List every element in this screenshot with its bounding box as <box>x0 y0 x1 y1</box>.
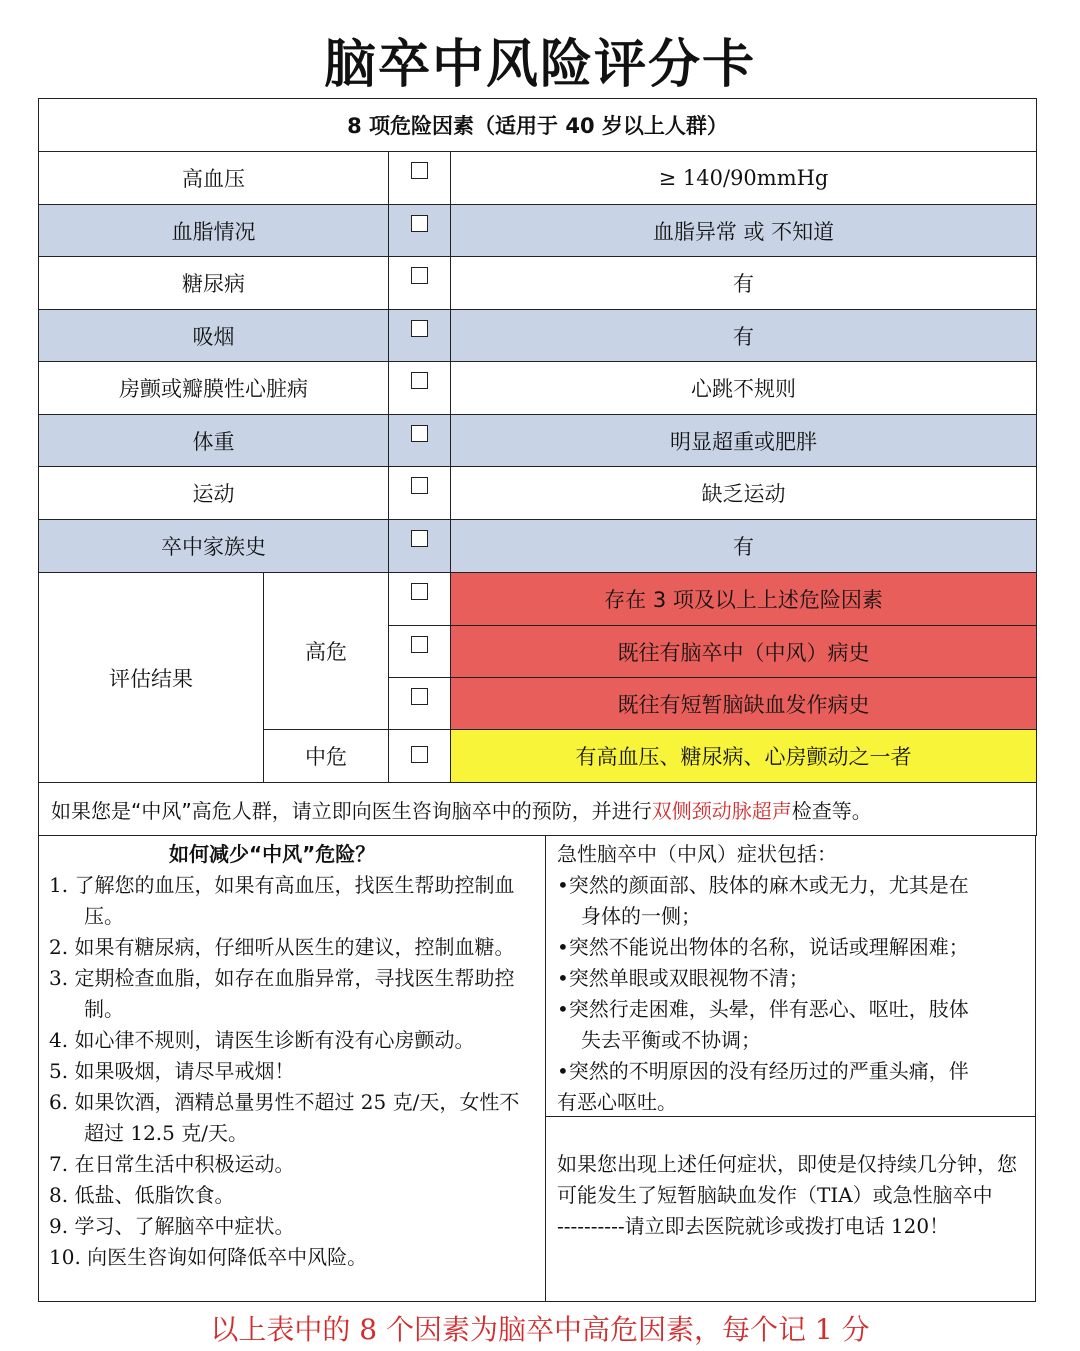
symptom-item: •突然不能说出物体的名称，说话或理解困难； <box>557 935 969 959</box>
result-checkbox[interactable] <box>389 626 451 678</box>
factor-criterion: 有 <box>451 257 1037 310</box>
list-item: 6. 如果饮酒，酒精总量男性不超过 25 克/天，女性不超过 12.5 克/天。 <box>49 1090 520 1145</box>
factor-name: 吸烟 <box>39 310 389 362</box>
mid-risk-criterion: 有高血压、糖尿病、心房颤动之一者 <box>451 730 1037 783</box>
risk-score-table <box>38 98 1037 836</box>
symptom-item-continued: 失去平衡或不协调； <box>581 1028 761 1052</box>
checkbox-icon[interactable] <box>411 583 428 600</box>
table-row <box>39 257 1037 310</box>
note-suffix: 检查等。 <box>791 798 872 823</box>
emergency-advice <box>557 1149 1029 1242</box>
note-text: 如果您是“中风”高危人群，请立即向医生咨询脑卒中的预防，并进行 <box>51 798 652 823</box>
info-panel <box>38 835 1036 1302</box>
prevention-heading: 如何减少“中风”危险？ <box>169 842 376 866</box>
factor-criterion: 血脂异常 或 不知道 <box>451 205 1037 257</box>
high-risk-criterion: 既往有脑卒中（中风）病史 <box>451 626 1037 678</box>
table-row <box>39 205 1037 257</box>
factor-checkbox[interactable] <box>389 520 451 573</box>
symptom-item: •突然的颜面部、肢体的麻木或无力，尤其是在 <box>557 873 969 897</box>
result-checkbox[interactable] <box>389 678 451 730</box>
factor-checkbox[interactable] <box>389 467 451 520</box>
list-item: 9. 学习、了解脑卒中症状。 <box>49 1214 295 1238</box>
factor-checkbox[interactable] <box>389 415 451 467</box>
result-checkbox[interactable] <box>389 730 451 783</box>
checkbox-icon[interactable] <box>411 530 428 547</box>
list-item: 4. 如心律不规则，请医生诊断有没有心房颤动。 <box>49 1028 475 1052</box>
table-row <box>39 573 1037 626</box>
list-item: 3. 定期检查血脂，如存在血脂异常，寻找医生帮助控制。 <box>49 966 515 1021</box>
recommendation-note <box>39 783 1037 836</box>
checkbox-icon[interactable] <box>411 746 428 763</box>
list-item: 10. 向医生咨询如何降低卒中风险。 <box>49 1245 368 1269</box>
factor-criterion: 缺乏运动 <box>451 467 1037 520</box>
page-title: 脑卒中风险评分卡 <box>323 35 756 95</box>
advice-text: 如果您出现上述任何症状，即使是仅持续几分钟，您可能发生了短暂脑缺血发作（TIA）或急性脑卒中 <box>557 1152 1017 1207</box>
symptoms-heading: 急性脑卒中（中风）症状包括： <box>557 842 837 866</box>
table-row <box>39 467 1037 520</box>
checkbox-icon[interactable] <box>411 425 428 442</box>
footer-note: 以上表中的 8 个因素为脑卒中高危因素，每个记 1 分 <box>210 1313 870 1346</box>
result-checkbox[interactable] <box>389 573 451 626</box>
prevention-section <box>49 839 539 1273</box>
factor-criterion: 有 <box>451 520 1037 573</box>
factor-name: 房颤或瓣膜性心脏病 <box>39 362 389 415</box>
high-risk-criterion: 存在 3 项及以上上述危险因素 <box>451 573 1037 626</box>
checkbox-icon[interactable] <box>411 477 428 494</box>
advice-action: ----------请立即去医院就诊或拨打电话 120！ <box>557 1214 950 1238</box>
symptom-item: •突然的不明原因的没有经历过的严重头痛，伴 <box>557 1059 969 1083</box>
list-item: 2. 如果有糖尿病，仔细听从医生的建议，控制血糖。 <box>49 935 515 959</box>
checkbox-icon[interactable] <box>411 215 428 232</box>
factor-name: 运动 <box>39 467 389 520</box>
list-item: 8. 低盐、低脂饮食。 <box>49 1183 235 1207</box>
symptom-item-continued: 有恶心呕吐。 <box>557 1090 677 1114</box>
factor-criterion: ≥ 140/90mmHg <box>451 152 1037 205</box>
table-row <box>39 783 1037 836</box>
factor-checkbox[interactable] <box>389 152 451 205</box>
factor-checkbox[interactable] <box>389 362 451 415</box>
checkbox-icon[interactable] <box>411 320 428 337</box>
factor-criterion: 有 <box>451 310 1037 362</box>
factor-name: 体重 <box>39 415 389 467</box>
checkbox-icon[interactable] <box>411 688 428 705</box>
factor-checkbox[interactable] <box>389 205 451 257</box>
factor-name: 卒中家族史 <box>39 520 389 573</box>
table-row <box>39 415 1037 467</box>
table-row <box>39 152 1037 205</box>
factor-checkbox[interactable] <box>389 257 451 310</box>
result-label: 评估结果 <box>39 573 264 783</box>
high-risk-label: 高危 <box>264 573 389 730</box>
table-header: 8 项危险因素（适用于 40 岁以上人群） <box>39 99 1037 152</box>
symptom-item-continued: 身体的一侧； <box>581 904 701 928</box>
table-row <box>39 362 1037 415</box>
factor-checkbox[interactable] <box>389 310 451 362</box>
factor-name: 血脂情况 <box>39 205 389 257</box>
list-item: 1. 了解您的血压，如果有高血压，找医生帮助控制血压。 <box>49 873 515 928</box>
list-item: 7. 在日常生活中积极运动。 <box>49 1152 295 1176</box>
table-row <box>39 310 1037 362</box>
table-row <box>39 520 1037 573</box>
high-risk-criterion: 既往有短暂脑缺血发作病史 <box>451 678 1037 730</box>
list-item: 5. 如果吸烟，请尽早戒烟！ <box>49 1059 295 1083</box>
factor-name: 高血压 <box>39 152 389 205</box>
symptom-item: •突然行走困难，头晕，伴有恶心、呕吐，肢体 <box>557 997 969 1021</box>
checkbox-icon[interactable] <box>411 372 428 389</box>
mid-risk-label: 中危 <box>264 730 389 783</box>
checkbox-icon[interactable] <box>411 162 428 179</box>
checkbox-icon[interactable] <box>411 636 428 653</box>
symptom-item: •突然单眼或双眼视物不清； <box>557 966 809 990</box>
symptoms-section <box>557 839 1029 1118</box>
note-highlight: 双侧颈动脉超声 <box>651 798 792 823</box>
factor-criterion: 心跳不规则 <box>451 362 1037 415</box>
factor-criterion: 明显超重或肥胖 <box>451 415 1037 467</box>
factor-name: 糖尿病 <box>39 257 389 310</box>
checkbox-icon[interactable] <box>411 267 428 284</box>
column-divider <box>545 836 546 1301</box>
